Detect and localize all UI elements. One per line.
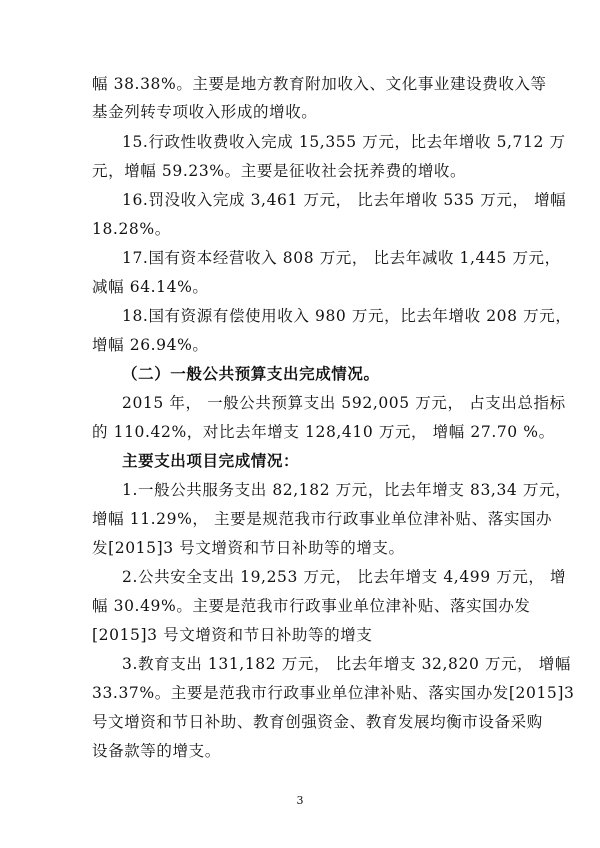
section-heading: （二）一般公共预算支出完成情况。	[122, 364, 380, 383]
text-line: 2015 年， 一般公共预算支出 592,005 万元， 占支出总指标	[122, 394, 566, 412]
text-line: 基金列转专项收入形成的增收。	[92, 103, 318, 121]
text-line: 18.国有资源有偿使用收入 980 万元，比去年增收 208 万元，	[122, 307, 572, 325]
text-line: 增幅 11.29%， 主要是规范我市行政事业单位津补贴、落实国办	[92, 510, 553, 528]
text-line: 18.28%。	[92, 220, 171, 238]
text-line: 15.行政性收费收入完成 15,355 万元，比去年增收 5,712 万	[122, 133, 566, 151]
text-line: 的 110.42%，对比去年增支 128,410 万元， 增幅 27.70 %。	[92, 423, 555, 441]
text-line: 16.罚没收入完成 3,461 万元， 比去年增收 535 万元， 增幅	[122, 191, 567, 209]
text-line: 3.教育支出 131,182 万元， 比去年增支 32,820 万元， 增幅	[122, 655, 571, 673]
text-line: 1.一般公共服务支出 82,182 万元，比去年增支 83,34 万元，	[122, 481, 572, 499]
text-line: 元，增幅 59.23%。主要是征收社会抚养费的增收。	[92, 162, 467, 180]
page-number: 3	[296, 794, 304, 807]
text-line: 减幅 64.14%。	[92, 278, 209, 296]
text-line: 增幅 26.94%。	[92, 336, 209, 354]
text-line: 幅 30.49%。主要是范我市行政事业单位津补贴、落实国办发	[92, 597, 531, 615]
text-line: 幅 38.38%。主要是地方教育附加收入、文化事业建设费收入等	[92, 75, 547, 93]
text-line: [2015]3 号文增资和节日补助等的增支	[92, 626, 373, 644]
text-line: 设备款等的增支。	[92, 742, 221, 760]
subsection-heading: 主要支出项目完成情况：	[122, 451, 300, 470]
text-line: 号文增资和节日补助、教育创强资金、教育发展均衡市设备采购	[92, 713, 543, 731]
text-line: 2.公共安全支出 19,253 万元， 比去年增支 4,499 万元， 增	[122, 568, 567, 586]
text-line: 33.37%。主要是范我市行政事业单位津补贴、落实国办发[2015]3	[92, 684, 575, 702]
text-line: 发[2015]3 号文增资和节日补助等的增支。	[92, 539, 405, 557]
text-line: 17.国有资本经营收入 808 万元， 比去年减收 1,445 万元，	[122, 249, 561, 267]
